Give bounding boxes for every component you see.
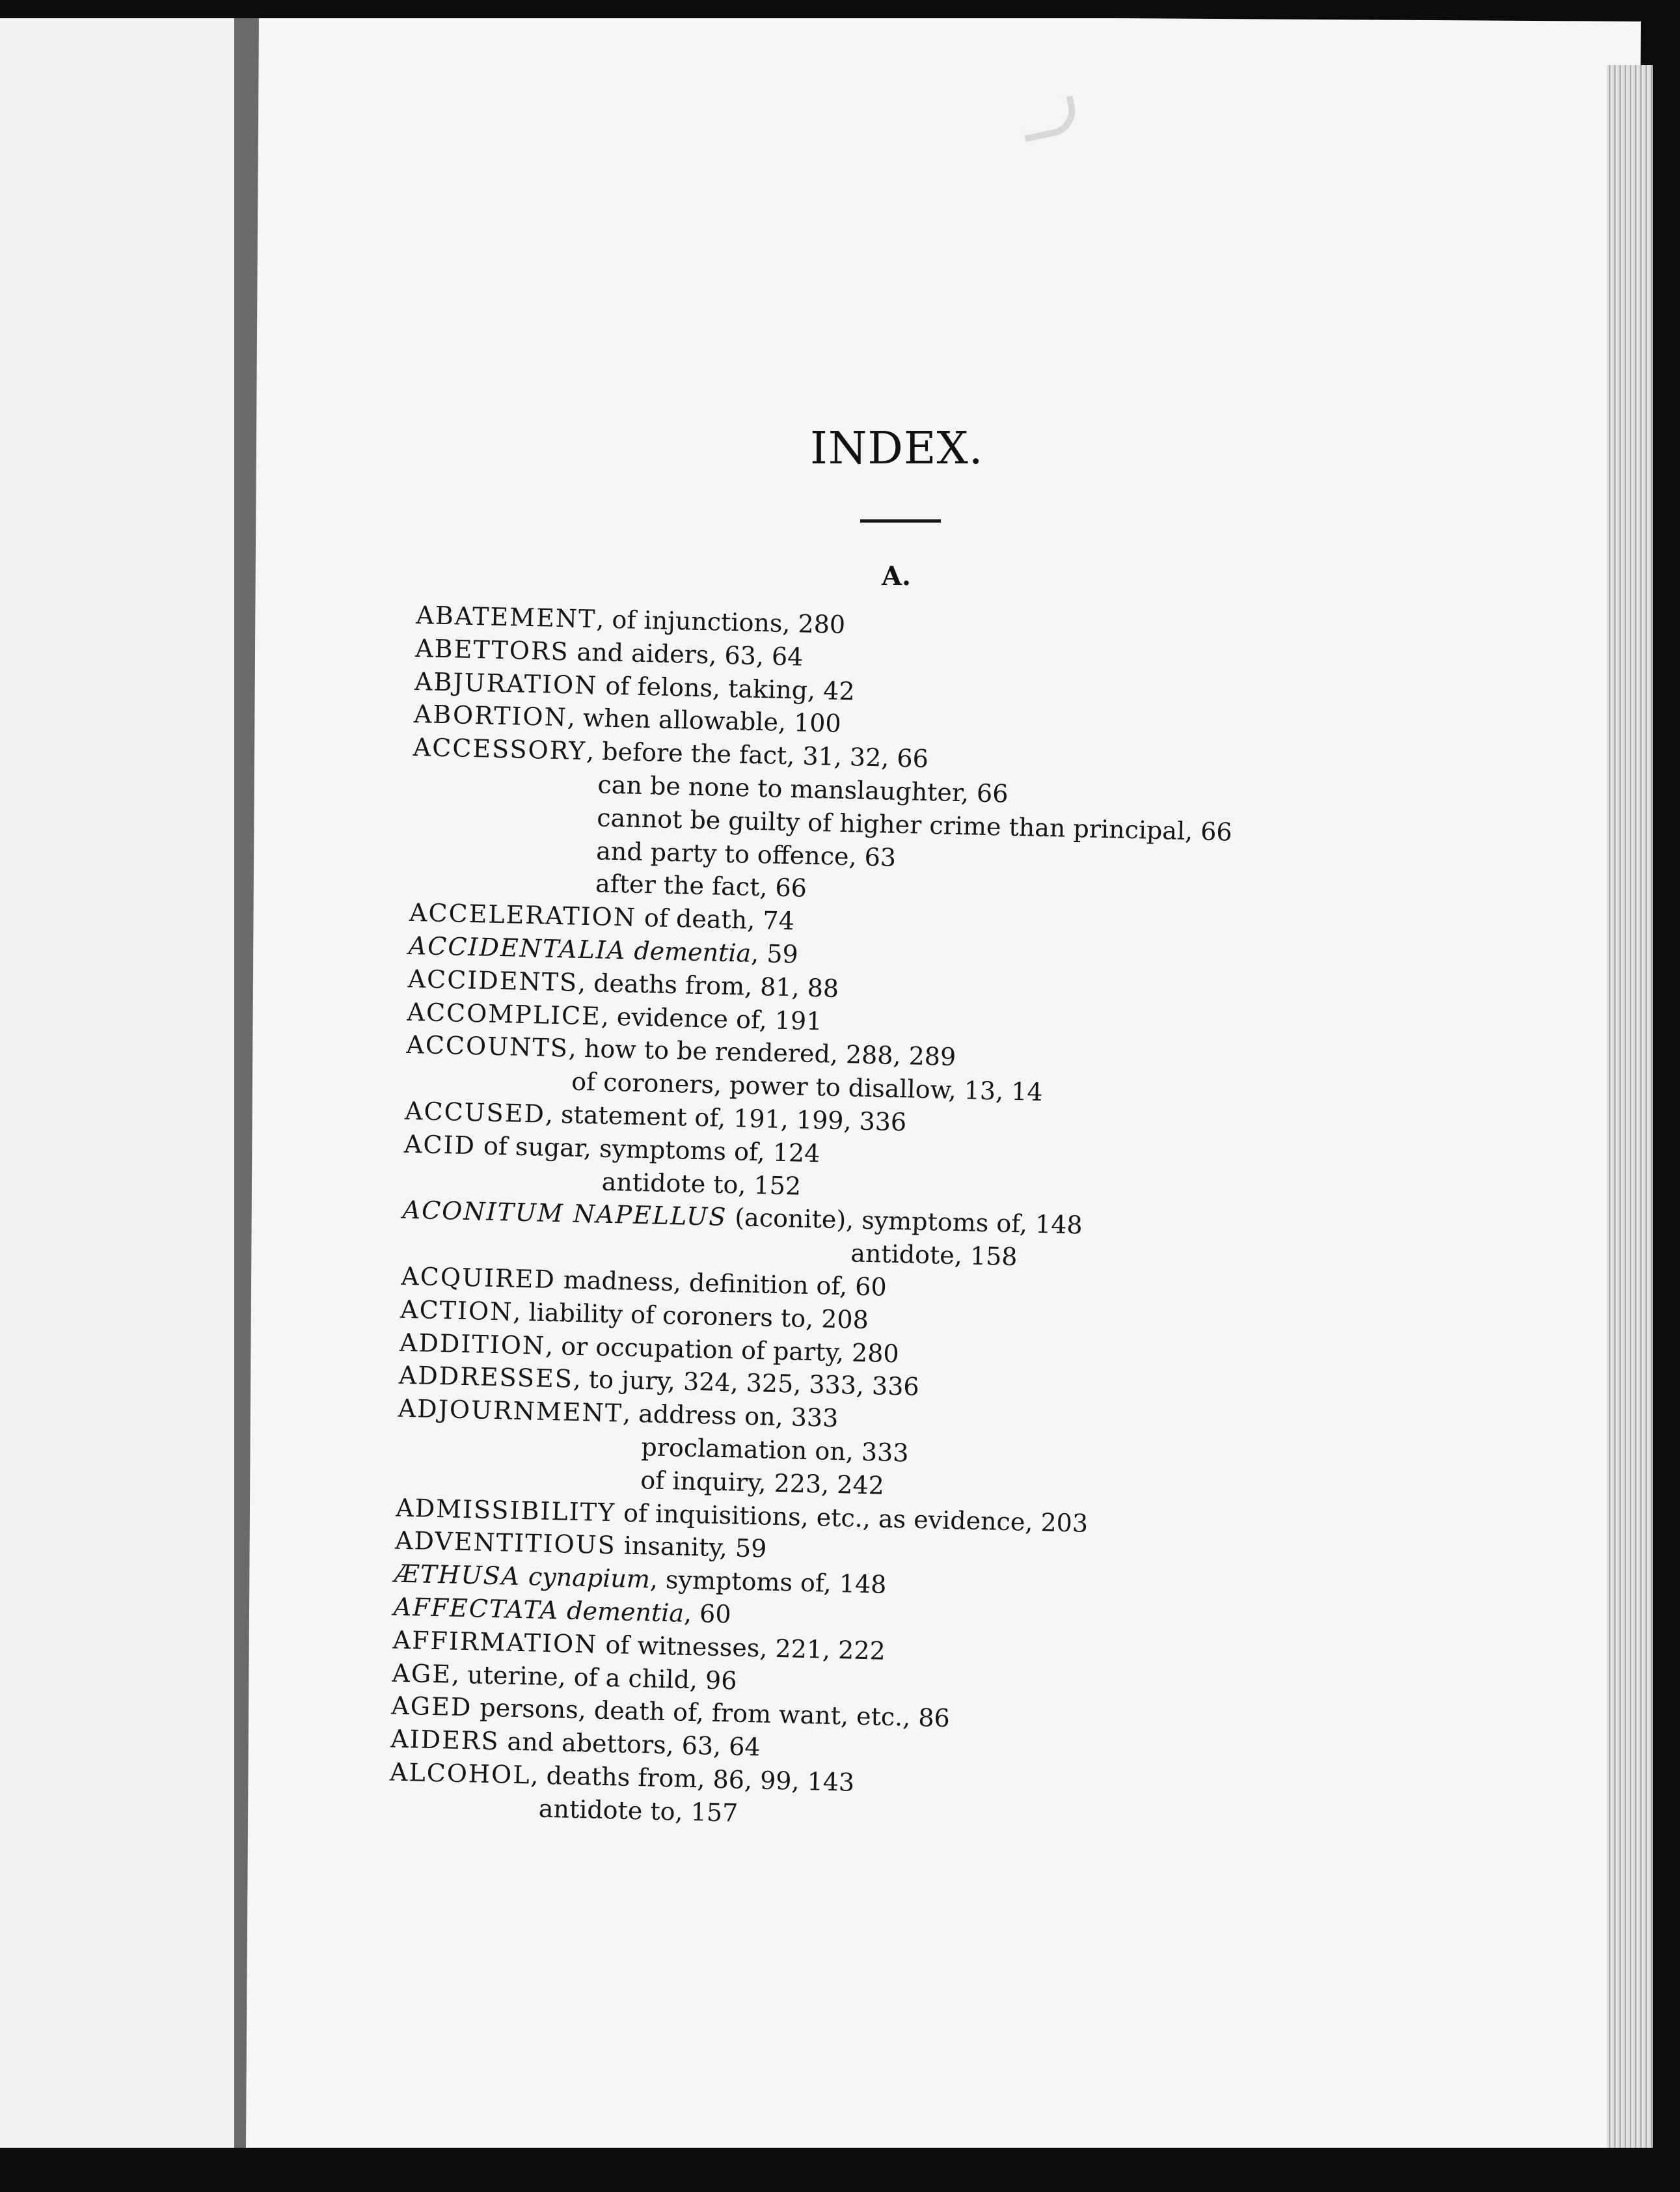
entry-latin: cynapium [520, 1562, 651, 1594]
entry-heading: ABORTION [413, 700, 568, 732]
entry-heading: ACCUSED [404, 1096, 546, 1129]
entry-heading: ACTION [400, 1295, 513, 1326]
entry-heading: AGED [390, 1691, 472, 1722]
entry-heading: ABATEMENT [415, 600, 597, 634]
scan-border-top [0, 0, 1680, 18]
entry-references: , 59 [750, 938, 799, 969]
entry-heading: ALCOHOL [389, 1757, 531, 1790]
entry-heading: AFFIRMATION [392, 1625, 598, 1659]
page-edges [1607, 65, 1653, 2154]
entry-references: of death, 74 [636, 903, 795, 936]
entry-references: proclamation on, 333 [641, 1432, 909, 1468]
section-letter: A. [882, 561, 911, 592]
entry-heading: ADDITION [399, 1328, 546, 1360]
entry-references: , 60 [683, 1598, 732, 1629]
entry-heading: AIDERS [390, 1724, 500, 1756]
entry-heading: ACID [403, 1129, 476, 1160]
entry-heading: ACCOMPLICE [407, 997, 602, 1031]
entry-references: antidote to, 157 [538, 1794, 738, 1828]
entry-heading: ADVENTITIOUS [394, 1526, 617, 1560]
entry-heading: ADDRESSES [398, 1361, 574, 1394]
entry-heading: ADMISSIBILITY [395, 1493, 616, 1527]
entry-references: cannot be guilty of higher crime than principal, 66 [596, 803, 1233, 847]
entry-references: , liability of coroners to, 208 [512, 1297, 869, 1334]
entry-references: , or occupation of party, 280 [545, 1331, 900, 1368]
entry-latin: dementia [625, 936, 752, 968]
entry-references: after the fact, 66 [595, 869, 807, 903]
entry-references: , deaths from, 81, 88 [577, 968, 839, 1003]
entry-references: , to jury, 324, 325, 333, 336 [573, 1365, 920, 1402]
entry-references: antidote, 158 [850, 1239, 1018, 1272]
entry-heading: ABETTORS [414, 633, 570, 666]
entry-references: madness, definition of, 60 [555, 1265, 887, 1302]
entry-heading: ABJURATION [414, 666, 598, 700]
entry-heading: ACONITUM NAPELLUS [402, 1196, 727, 1232]
entry-heading: ACCIDENTS [407, 964, 578, 997]
entry-references: and abettors, 63, 64 [499, 1727, 761, 1762]
scan-border-bottom [0, 2148, 1680, 2192]
entry-references: of felons, taking, 42 [597, 670, 856, 706]
entry-heading: ACCOUNTS [405, 1030, 569, 1063]
entry-latin: dementia [558, 1596, 684, 1628]
entry-references: of inquisitions, etc., as evidence, 203 [615, 1498, 1089, 1538]
entry-references: of inquiry, 223, 242 [640, 1465, 885, 1500]
facing-page [0, 0, 234, 2192]
entry-references: , symptoms of, 148 [649, 1565, 887, 1599]
entry-references: , evidence of, 191 [601, 1002, 822, 1035]
entry-references: , statement of, 191, 199, 336 [545, 1099, 907, 1137]
entry-heading: ACCELERATION [409, 898, 637, 932]
entry-references: of sugar, symptoms of, 124 [475, 1131, 820, 1168]
entry-references: can be none to manslaughter, 66 [597, 770, 1009, 808]
entry-heading: ACQUIRED [400, 1261, 556, 1295]
entry-references: , of injunctions, 280 [595, 605, 846, 639]
entry-references: (aconite), symptoms of, 148 [726, 1203, 1083, 1240]
title-rule [860, 519, 941, 523]
entry-references: of witnesses, 221, 222 [597, 1630, 886, 1665]
entry-references: , before the fact, 31, 32, 66 [586, 737, 929, 774]
entry-heading: ACCESSORY [413, 733, 587, 766]
entry-heading: AFFECTATA [393, 1592, 560, 1625]
entry-heading: ADJOURNMENT [398, 1393, 623, 1428]
entry-references: , when allowable, 100 [567, 703, 842, 739]
entry-heading: ÆTHUSA [394, 1559, 521, 1591]
entry-references: insanity, 59 [616, 1531, 767, 1563]
entry-references: , deaths from, 86, 99, 143 [530, 1760, 855, 1797]
entry-heading: ACCIDENTALIA [408, 931, 627, 965]
entry-references: , uterine, of a child, 96 [451, 1660, 737, 1695]
entry-references: , address on, 333 [622, 1399, 839, 1433]
entry-references: persons, death of, from want, etc., 86 [471, 1693, 951, 1733]
entry-references: antidote to, 152 [601, 1167, 802, 1201]
entry-references: and party to offence, 63 [595, 836, 897, 872]
entry-references: and aiders, 63, 64 [569, 637, 804, 672]
entry-references: of coroners, power to disallow, 13, 14 [571, 1067, 1044, 1107]
entry-references: , how to be rendered, 288, 289 [568, 1034, 956, 1072]
page-title: INDEX. [810, 423, 984, 474]
index-entries [387, 599, 1562, 1926]
entry-heading: AGE [392, 1658, 452, 1689]
